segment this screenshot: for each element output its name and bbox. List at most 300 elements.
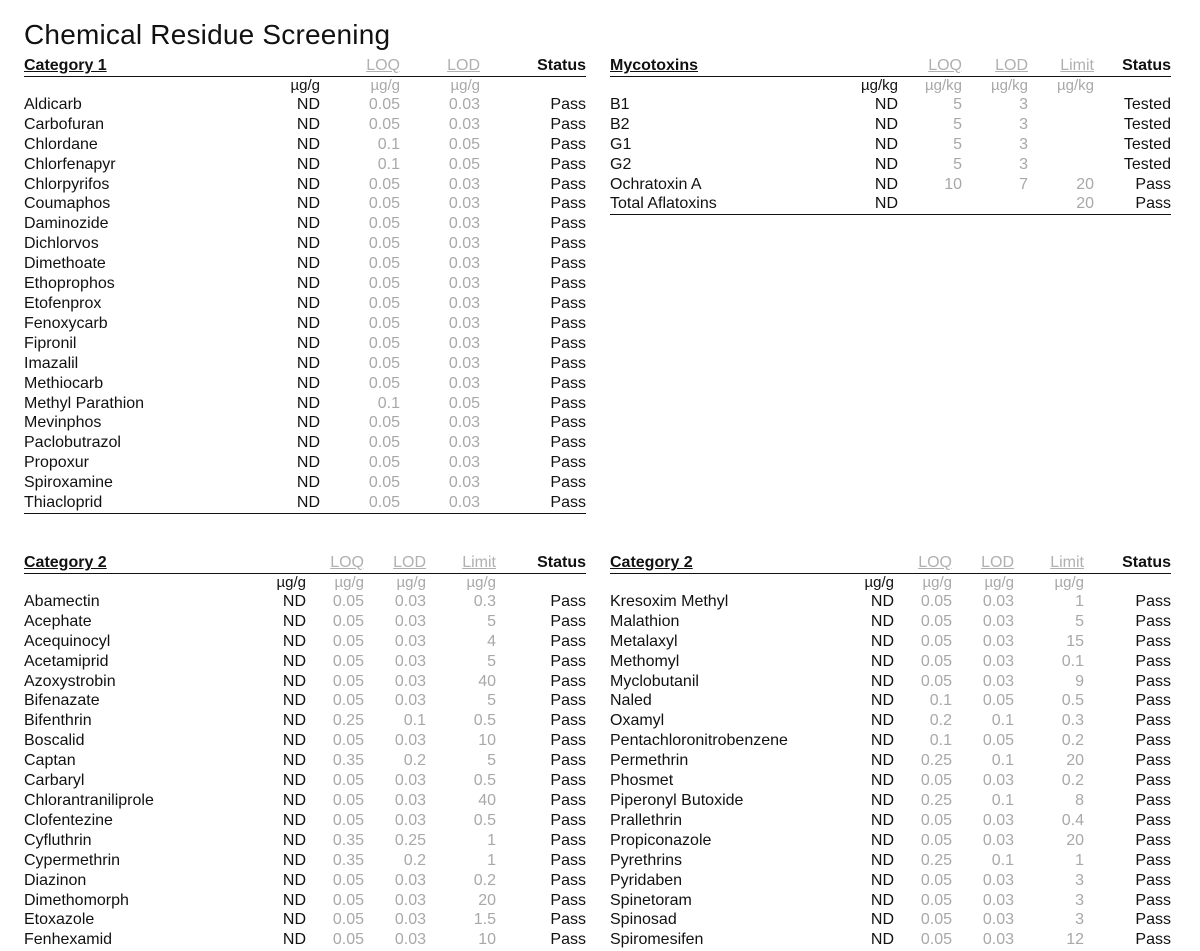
units-row: [24, 573, 586, 592]
result-value: ND: [296, 195, 320, 213]
lod-value: 0.1: [991, 712, 1014, 730]
loq-value: 0.05: [368, 195, 400, 213]
limit-value: 0.2: [1061, 732, 1084, 750]
result-value: ND: [282, 672, 306, 690]
lod-value: 0.05: [448, 135, 480, 153]
limit-value: 40: [478, 791, 496, 809]
status-value: Pass: [550, 195, 586, 213]
limit-header: Limit: [1028, 56, 1094, 76]
lod-value: 0.03: [982, 911, 1014, 929]
result-value: ND: [874, 135, 898, 153]
category-2-right-rows: [610, 592, 1171, 950]
lod-value: [962, 194, 1028, 214]
table-row: [24, 115, 586, 135]
loq-value: 0.05: [368, 175, 400, 193]
limit-value: 9: [1075, 672, 1084, 690]
table-row: [610, 135, 1171, 155]
lod-value: 0.03: [394, 931, 426, 949]
loq-value: 0.05: [920, 592, 952, 610]
table-row: [610, 771, 1171, 791]
loq-value: [898, 194, 962, 214]
result-value: ND: [282, 772, 306, 790]
category-2-right-table: [610, 553, 1171, 950]
loq-value: 0.35: [332, 831, 364, 849]
lod-value: 0.03: [394, 871, 426, 889]
table-row: [24, 910, 586, 930]
loq-value: 0.05: [368, 354, 400, 372]
status-value: Pass: [550, 135, 586, 153]
result-value: ND: [870, 911, 894, 929]
analyte-name: Chlorfenapyr: [24, 155, 116, 173]
status-value: Pass: [550, 652, 586, 670]
result-value: ND: [870, 851, 894, 869]
loq-unit: µg/g: [334, 573, 364, 591]
lod-value: 0.03: [394, 632, 426, 650]
loq-value: 0.05: [920, 632, 952, 650]
table-row: [610, 711, 1171, 731]
result-value: ND: [870, 672, 894, 690]
lod-value: 3: [1019, 115, 1028, 133]
loq-value: 0.05: [920, 652, 952, 670]
analyte-name: Spiroxamine: [24, 474, 113, 492]
analyte-name: Etofenprox: [24, 294, 102, 312]
result-value: ND: [282, 831, 306, 849]
table-row: [24, 155, 586, 175]
status-value: Pass: [550, 831, 586, 849]
loq-value: 0.05: [368, 95, 400, 113]
analyte-name: B2: [610, 115, 630, 133]
status-value: Tested: [1123, 115, 1171, 133]
result-value: ND: [282, 632, 306, 650]
analyte-name: Fenoxycarb: [24, 314, 108, 332]
result-value: ND: [296, 235, 320, 253]
table-row: [24, 433, 586, 453]
lod-header: LOD: [364, 553, 426, 573]
lod-value: 0.03: [982, 632, 1014, 650]
analyte-name: Daminozide: [24, 215, 109, 233]
analyte-name: Acephate: [24, 612, 92, 630]
lod-value: 0.03: [448, 434, 480, 452]
page-title: Chemical Residue Screening: [24, 18, 391, 50]
result-value: ND: [840, 194, 898, 214]
lod-value: 0.1: [991, 791, 1014, 809]
analyte-name: Ethoprophos: [24, 275, 115, 293]
status-value: Pass: [550, 592, 586, 610]
loq-value: 0.35: [332, 752, 364, 770]
loq-value: 0.05: [920, 931, 952, 949]
table-row: [24, 453, 586, 473]
lod-value: 0.03: [448, 255, 480, 273]
lod-header: LOD: [952, 553, 1014, 573]
result-value: ND: [296, 95, 320, 113]
loq-value: 0.05: [332, 911, 364, 929]
limit-value: 1: [1075, 851, 1084, 869]
result-value: ND: [296, 115, 320, 133]
status-value: Pass: [1135, 772, 1171, 790]
analyte-name: Dimethoate: [24, 255, 106, 273]
table-row: [24, 413, 586, 433]
lod-unit: µg/g: [984, 573, 1014, 591]
table-row: [24, 135, 586, 155]
analyte-name: Clofentezine: [24, 811, 113, 829]
limit-value: 5: [487, 752, 496, 770]
analyte-name: Boscalid: [24, 732, 85, 750]
loq-value: 0.05: [368, 235, 400, 253]
table-row: [610, 791, 1171, 811]
result-value: ND: [874, 95, 898, 113]
result-value: ND: [296, 314, 320, 332]
status-value: Pass: [550, 255, 586, 273]
limit-value: 5: [487, 612, 496, 630]
analyte-name: G1: [610, 135, 632, 153]
result-value: ND: [870, 931, 894, 949]
limit-value: 5: [1075, 612, 1084, 630]
loq-unit: µg/g: [370, 76, 400, 94]
analyte-name: Phosmet: [610, 772, 674, 790]
mycotoxins-header-row: [610, 56, 1171, 76]
limit-value: 1.5: [473, 911, 496, 929]
analyte-name: Paclobutrazol: [24, 434, 121, 452]
lod-value: 0.03: [982, 871, 1014, 889]
table-row: [610, 871, 1171, 891]
loq-value: 0.05: [368, 255, 400, 273]
table-row: [610, 612, 1171, 632]
limit-header: Limit: [426, 553, 496, 573]
mycotoxins-heading: Mycotoxins: [610, 56, 840, 76]
analyte-name: Carbaryl: [24, 772, 85, 790]
lod-unit: µg/kg: [991, 76, 1028, 94]
lod-value: 0.03: [394, 911, 426, 929]
result-value: ND: [296, 454, 320, 472]
table-row: [610, 891, 1171, 911]
analyte-name: Methomyl: [610, 652, 680, 670]
loq-value: 0.05: [332, 652, 364, 670]
limit-value: 20: [1066, 831, 1084, 849]
result-value: ND: [870, 831, 894, 849]
loq-value: 5: [953, 115, 962, 133]
analyte-name: Mevinphos: [24, 414, 102, 432]
status-value: Pass: [550, 334, 586, 352]
limit-value: 20: [1028, 194, 1094, 214]
loq-value: 0.05: [920, 891, 952, 909]
lod-value: 0.03: [448, 454, 480, 472]
status-value: Pass: [1135, 891, 1171, 909]
status-value: Pass: [550, 712, 586, 730]
lod-value: 0.03: [982, 811, 1014, 829]
result-value: ND: [870, 612, 894, 630]
result-value: ND: [870, 712, 894, 730]
table-row: [610, 731, 1171, 751]
analyte-name: Myclobutanil: [610, 672, 699, 690]
status-value: Pass: [550, 434, 586, 452]
table-row: [24, 672, 586, 692]
loq-value: 0.25: [332, 712, 364, 730]
table-row: [24, 632, 586, 652]
analyte-name: Bifenthrin: [24, 712, 92, 730]
lod-value: 0.03: [448, 175, 480, 193]
lod-value: 7: [1019, 175, 1028, 193]
result-value: ND: [296, 394, 320, 412]
category-2-header-row: [610, 553, 1171, 573]
limit-value: 1: [487, 831, 496, 849]
lod-value: 0.03: [448, 314, 480, 332]
table-row: [24, 274, 586, 294]
analyte-name: Chlorpyrifos: [24, 175, 110, 193]
status-value: Pass: [1135, 811, 1171, 829]
result-value: ND: [282, 911, 306, 929]
status-value: Pass: [550, 791, 586, 809]
status-value: Pass: [550, 692, 586, 710]
result-value: ND: [296, 175, 320, 193]
loq-value: 0.05: [332, 592, 364, 610]
limit-value: 5: [487, 692, 496, 710]
result-value: ND: [296, 155, 320, 173]
loq-value: 0.05: [332, 791, 364, 809]
mycotoxins-rows: [610, 95, 1171, 215]
status-value: Pass: [550, 732, 586, 750]
limit-value: 3: [1075, 891, 1084, 909]
limit-unit: µg/g: [1054, 573, 1084, 591]
analyte-name: Propiconazole: [610, 831, 712, 849]
loq-value: 5: [953, 135, 962, 153]
lod-value: 0.03: [448, 95, 480, 113]
loq-value: 0.05: [368, 374, 400, 392]
status-value: Pass: [1135, 652, 1171, 670]
loq-value: 0.05: [368, 474, 400, 492]
category-2-left-section: [24, 553, 586, 950]
category-1-heading: Category 1: [24, 56, 264, 76]
result-value: ND: [874, 115, 898, 133]
limit-value: 0.3: [473, 592, 496, 610]
loq-value: 0.25: [920, 791, 952, 809]
lod-unit: µg/g: [396, 573, 426, 591]
loq-value: 0.05: [368, 454, 400, 472]
loq-header: LOQ: [894, 553, 952, 573]
limit-value: 0.2: [1061, 772, 1084, 790]
result-value: ND: [282, 891, 306, 909]
loq-unit: µg/g: [922, 573, 952, 591]
table-row: [24, 394, 586, 414]
status-value: Pass: [550, 394, 586, 412]
lod-value: 0.03: [448, 235, 480, 253]
loq-value: 0.05: [920, 672, 952, 690]
table-row: [24, 294, 586, 314]
result-value: ND: [296, 255, 320, 273]
result-value: ND: [296, 434, 320, 452]
loq-value: 5: [953, 155, 962, 173]
loq-value: 0.05: [920, 871, 952, 889]
result-value: ND: [296, 215, 320, 233]
category-1-header-row: [24, 56, 586, 76]
table-row: [610, 592, 1171, 612]
limit-value: 4: [487, 632, 496, 650]
limit-value: 20: [478, 891, 496, 909]
loq-value: 0.1: [377, 155, 400, 173]
table-row: [24, 731, 586, 751]
loq-value: 0.05: [332, 811, 364, 829]
limit-value: 40: [478, 672, 496, 690]
table-row: [610, 194, 1171, 214]
result-value: ND: [870, 692, 894, 710]
table-row: [24, 891, 586, 911]
status-value: Pass: [550, 871, 586, 889]
status-value: Pass: [550, 314, 586, 332]
analyte-name: Cypermethrin: [24, 851, 121, 869]
loq-value: 0.05: [920, 811, 952, 829]
status-value: Pass: [550, 115, 586, 133]
limit-value: 12: [1066, 931, 1084, 949]
analyte-name: Bifenazate: [24, 692, 100, 710]
lod-value: 0.03: [400, 493, 480, 513]
status-value: Pass: [550, 811, 586, 829]
limit-value: [1028, 95, 1094, 115]
table-row: [610, 632, 1171, 652]
lod-value: 0.03: [448, 275, 480, 293]
lod-value: 0.03: [448, 294, 480, 312]
loq-value: 0.05: [332, 612, 364, 630]
status-value: Pass: [550, 931, 586, 949]
loq-value: 5: [953, 95, 962, 113]
status-value: Pass: [1135, 712, 1171, 730]
limit-value: 10: [478, 931, 496, 949]
table-row: [24, 314, 586, 334]
lod-value: 0.03: [448, 115, 480, 133]
units-row: [610, 76, 1171, 95]
analyte-name: B1: [610, 95, 630, 113]
lod-value: 0.03: [982, 592, 1014, 610]
status-value: Pass: [550, 474, 586, 492]
table-row: [24, 592, 586, 612]
lod-value: 0.2: [403, 752, 426, 770]
limit-value: 5: [487, 652, 496, 670]
table-row: [24, 711, 586, 731]
status-header: Status: [496, 553, 586, 573]
table-row: [24, 791, 586, 811]
result-unit: µg/kg: [861, 76, 898, 94]
table-row: [610, 831, 1171, 851]
status-value: Pass: [550, 215, 586, 233]
limit-value: 1: [1075, 592, 1084, 610]
limit-value: 0.4: [1061, 811, 1084, 829]
result-value: ND: [282, 752, 306, 770]
loq-header: LOQ: [898, 56, 962, 76]
table-row: [24, 652, 586, 672]
lod-value: 0.03: [982, 891, 1014, 909]
lod-value: 0.03: [448, 195, 480, 213]
table-row: [24, 473, 586, 493]
result-value: ND: [870, 652, 894, 670]
analyte-name: Chlordane: [24, 135, 98, 153]
result-value: ND: [282, 732, 306, 750]
result-value: ND: [282, 612, 306, 630]
table-row: [610, 910, 1171, 930]
table-row: [24, 771, 586, 791]
result-value: ND: [874, 175, 898, 193]
status-header: Status: [1084, 553, 1171, 573]
result-value: ND: [870, 592, 894, 610]
lod-value: 0.1: [991, 752, 1014, 770]
analyte-name: Oxamyl: [610, 712, 665, 730]
status-value: Pass: [1135, 752, 1171, 770]
status-value: Pass: [1135, 175, 1171, 193]
analyte-name: Dimethomorph: [24, 891, 129, 909]
table-row: [24, 214, 586, 234]
loq-value: 0.2: [929, 712, 952, 730]
loq-value: 0.1: [929, 692, 952, 710]
status-value: Pass: [550, 752, 586, 770]
lod-value: 0.25: [394, 831, 426, 849]
analyte-name: Dichlorvos: [24, 235, 99, 253]
table-row: [610, 930, 1171, 950]
analyte-name: Coumaphos: [24, 195, 111, 213]
category-1-section: [24, 56, 586, 514]
table-row: [610, 652, 1171, 672]
loq-unit: µg/kg: [925, 76, 962, 94]
lod-value: 0.03: [448, 374, 480, 392]
result-value: ND: [282, 811, 306, 829]
analyte-name: Pyridaben: [610, 871, 683, 889]
loq-value: 0.05: [332, 632, 364, 650]
limit-unit: µg/kg: [1057, 76, 1094, 94]
result-unit: µg/g: [276, 573, 306, 591]
limit-value: 0.5: [473, 772, 496, 790]
lod-value: 0.03: [448, 215, 480, 233]
loq-value: 0.05: [332, 672, 364, 690]
table-row: [610, 175, 1171, 195]
loq-value: 0.05: [368, 115, 400, 133]
table-row: [24, 234, 586, 254]
status-value: Pass: [550, 155, 586, 173]
lod-value: 0.03: [394, 891, 426, 909]
analyte-name: Captan: [24, 752, 76, 770]
analyte-name: Propoxur: [24, 454, 89, 472]
analyte-name: Acetamiprid: [24, 652, 109, 670]
lod-value: 0.03: [448, 414, 480, 432]
lod-value: 0.03: [982, 831, 1014, 849]
analyte-name: Thiacloprid: [24, 493, 264, 513]
result-value: ND: [282, 652, 306, 670]
table-row: [24, 194, 586, 214]
result-value: ND: [870, 632, 894, 650]
table-row: [24, 930, 586, 950]
lod-value: 0.05: [448, 394, 480, 412]
lod-unit: µg/g: [450, 76, 480, 94]
table-row: [24, 374, 586, 394]
lod-value: 0.05: [982, 732, 1014, 750]
analyte-name: Chlorantraniliprole: [24, 791, 154, 809]
status-value: Pass: [550, 772, 586, 790]
limit-value: 0.3: [1061, 712, 1084, 730]
status-value: Pass: [1135, 831, 1171, 849]
loq-value: 10: [944, 175, 962, 193]
analyte-name: Malathion: [610, 612, 680, 630]
table-row: [24, 871, 586, 891]
status-value: Pass: [1135, 931, 1171, 949]
analyte-name: Imazalil: [24, 354, 79, 372]
loq-value: 0.05: [368, 294, 400, 312]
loq-value: 0.05: [920, 911, 952, 929]
category-2-heading: Category 2: [610, 553, 846, 573]
status-value: Tested: [1123, 155, 1171, 173]
loq-value: 0.05: [332, 732, 364, 750]
table-row: [24, 612, 586, 632]
result-value: ND: [296, 135, 320, 153]
loq-value: 0.1: [377, 135, 400, 153]
status-value: Pass: [1135, 732, 1171, 750]
result-value: ND: [296, 474, 320, 492]
loq-header: LOQ: [306, 553, 364, 573]
analyte-name: Spiromesifen: [610, 931, 704, 949]
